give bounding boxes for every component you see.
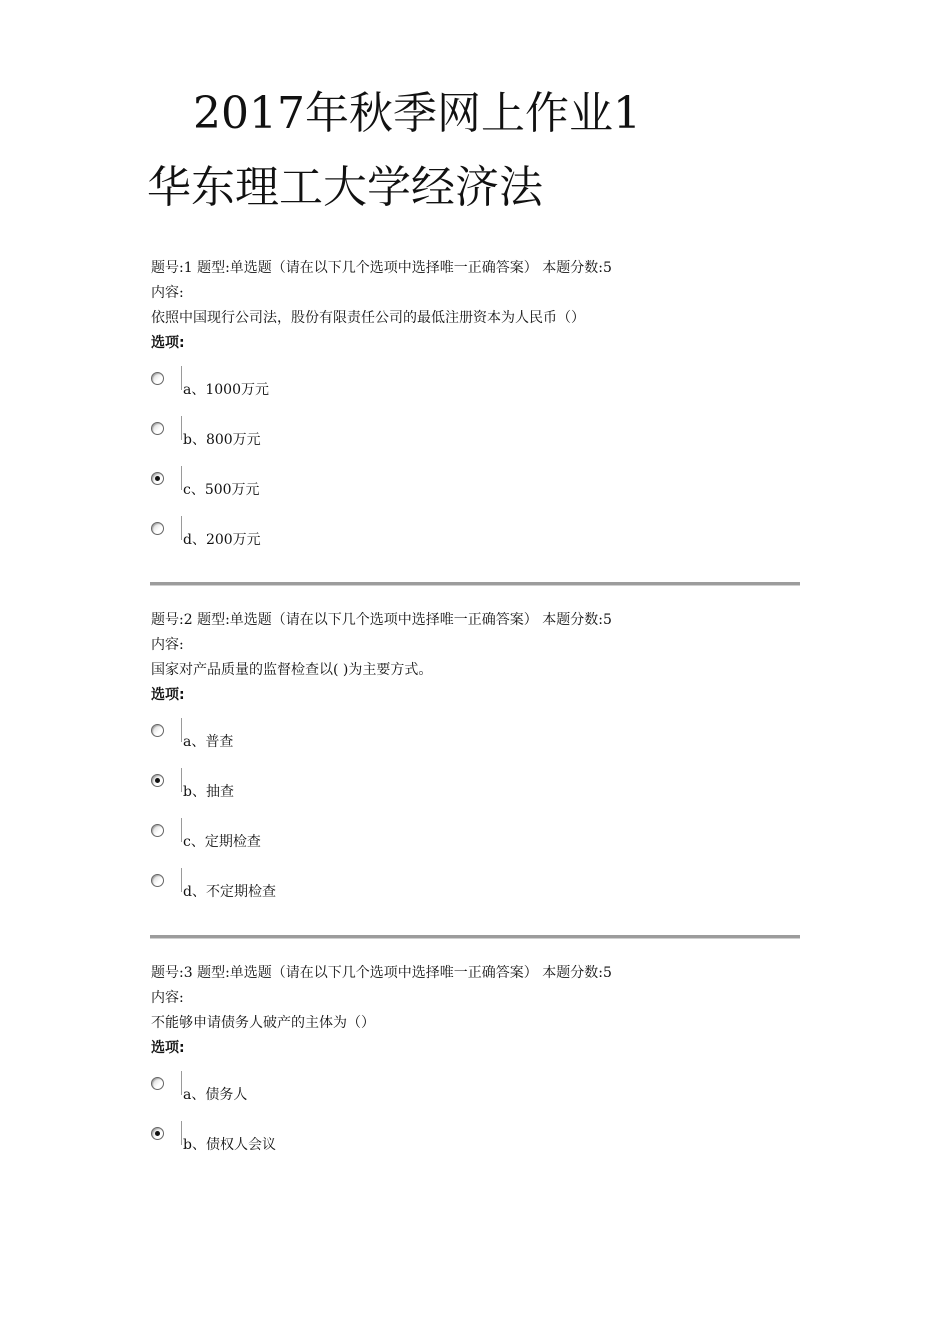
option-b[interactable]	[151, 1121, 801, 1171]
option-divider	[181, 868, 182, 892]
option-label: a、债务人	[183, 1087, 248, 1103]
radio-button[interactable]	[151, 372, 164, 385]
document-subtitle: 华东理工大学经济法	[147, 162, 543, 213]
radio-button[interactable]	[151, 1077, 164, 1090]
radio-button[interactable]	[151, 724, 164, 737]
option-divider	[181, 1121, 182, 1145]
option-divider	[181, 466, 182, 490]
question-1	[151, 256, 801, 566]
options-label: 选项:	[151, 687, 185, 703]
radio-button-selected[interactable]	[151, 1127, 164, 1140]
option-label: d、不定期检查	[183, 884, 276, 900]
content-label: 内容:	[151, 637, 184, 653]
question-text: 国家对产品质量的监督检查以( )为主要方式。	[151, 662, 433, 678]
question-meta: 题号:2 题型:单选题（请在以下几个选项中选择唯一正确答案） 本题分数:5	[151, 612, 612, 628]
question-meta: 题号:1 题型:单选题（请在以下几个选项中选择唯一正确答案） 本题分数:5	[151, 260, 612, 276]
question-text: 不能够申请债务人破产的主体为（）	[151, 1015, 375, 1031]
content-label: 内容:	[151, 285, 184, 301]
option-divider	[181, 416, 182, 440]
option-label: d、200万元	[183, 532, 261, 548]
option-label: a、1000万元	[183, 382, 269, 398]
option-d[interactable]	[151, 868, 801, 918]
question-text: 依照中国现行公司法，股份有限责任公司的最低注册资本为人民币（）	[151, 310, 585, 326]
option-label: c、500万元	[183, 482, 260, 498]
option-a[interactable]	[151, 366, 801, 416]
radio-button[interactable]	[151, 422, 164, 435]
radio-button-selected[interactable]	[151, 774, 164, 787]
option-a[interactable]	[151, 718, 801, 768]
option-label: a、普查	[183, 734, 234, 750]
option-a[interactable]	[151, 1071, 801, 1121]
option-divider	[181, 516, 182, 540]
option-divider	[181, 1071, 182, 1095]
option-b[interactable]	[151, 768, 801, 818]
document-title: 2017年秋季网上作业1	[193, 88, 641, 139]
radio-button[interactable]	[151, 522, 164, 535]
question-separator	[150, 935, 800, 939]
radio-button[interactable]	[151, 874, 164, 887]
options-label: 选项:	[151, 1040, 185, 1056]
content-label: 内容:	[151, 990, 184, 1006]
option-divider	[181, 718, 182, 742]
option-d[interactable]	[151, 516, 801, 566]
option-label: b、债权人会议	[183, 1137, 276, 1153]
question-3	[151, 961, 801, 1171]
question-2	[151, 608, 801, 918]
options-label: 选项:	[151, 335, 185, 351]
option-divider	[181, 768, 182, 792]
radio-button-selected[interactable]	[151, 472, 164, 485]
radio-button[interactable]	[151, 824, 164, 837]
option-b[interactable]	[151, 416, 801, 466]
option-label: b、800万元	[183, 432, 261, 448]
option-divider	[181, 366, 182, 390]
option-label: b、抽查	[183, 784, 234, 800]
option-c[interactable]	[151, 818, 801, 868]
question-meta: 题号:3 题型:单选题（请在以下几个选项中选择唯一正确答案） 本题分数:5	[151, 965, 612, 981]
question-separator	[150, 582, 800, 586]
option-label: c、定期检查	[183, 834, 261, 850]
option-c[interactable]	[151, 466, 801, 516]
option-divider	[181, 818, 182, 842]
